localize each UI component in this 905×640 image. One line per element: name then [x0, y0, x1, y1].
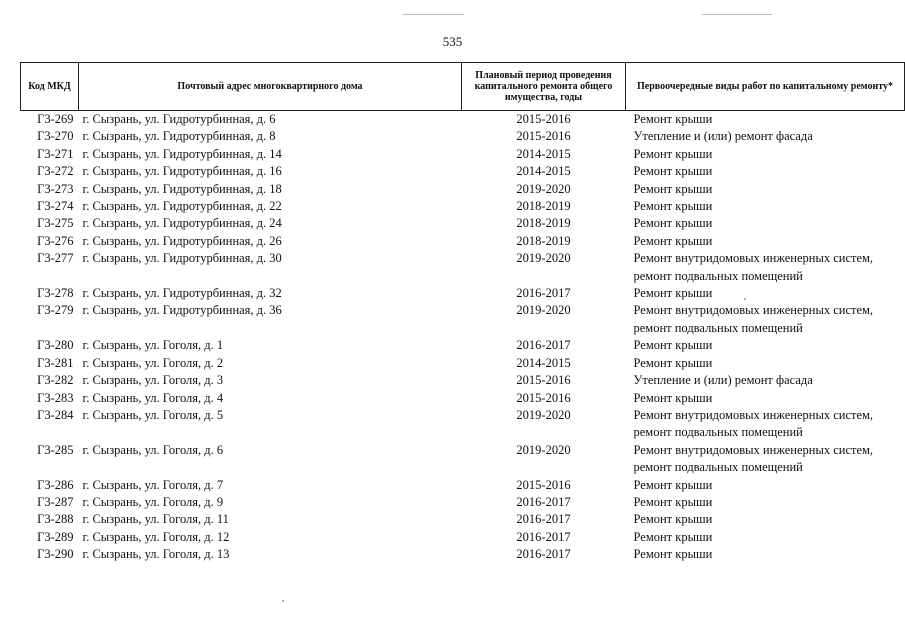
row-period: 2015-2016: [516, 112, 571, 126]
row-work-line: Ремонт крыши: [633, 355, 713, 370]
table-row: [21, 233, 905, 250]
header-period: Плановый период проведения капитального ремонта общего имущества, годы: [462, 63, 626, 111]
table-row: [21, 302, 905, 337]
row-address: г. Сызрань, ул. Гидротурбинная, д. 18: [82, 181, 282, 196]
row-work-line: Ремонт внутридомовых инженерных систем,: [633, 303, 874, 318]
table-row: [21, 372, 905, 389]
row-work-line: Ремонт крыши: [633, 494, 713, 509]
row-address: г. Сызрань, ул. Гоголя, д. 11: [82, 512, 229, 527]
row-work-line: Ремонт крыши: [633, 164, 713, 179]
row-code: Г3-284: [37, 407, 74, 422]
row-address: г. Сызрань, ул. Гидротурбинная, д. 14: [82, 146, 282, 161]
row-period: 2019-2020: [516, 303, 571, 318]
row-code: Г3-290: [37, 547, 74, 562]
row-work-line: Ремонт крыши: [633, 216, 713, 231]
row-work-line: ремонт подвальных помещений: [633, 320, 803, 335]
header-works: Первоочередные виды работ по капитальному ремонту*: [626, 63, 905, 111]
row-works: [626, 442, 905, 477]
row-works: [626, 285, 905, 302]
table-row: [21, 198, 905, 215]
row-works: [626, 407, 905, 442]
row-work-line: Ремонт крыши: [633, 547, 713, 562]
table-row: [21, 494, 905, 511]
row-works: [626, 337, 905, 354]
row-period: 2015-2016: [516, 129, 571, 144]
row-work-line: Ремонт внутридомовых инженерных систем,: [633, 407, 874, 422]
row-code: Г3-278: [37, 286, 74, 301]
row-period: 2018-2019: [516, 199, 571, 214]
row-address: г. Сызрань, ул. Гидротурбинная, д. 36: [82, 303, 282, 318]
row-work-line: Ремонт крыши: [633, 512, 713, 527]
header-code: Код МКД: [21, 63, 79, 111]
row-work-line: ремонт подвальных помещений: [633, 425, 803, 440]
housing-repair-table: [20, 62, 905, 564]
row-code: Г3-271: [37, 146, 74, 161]
row-address: г. Сызрань, ул. Гидротурбинная, д. 26: [82, 233, 282, 248]
row-work-line: Ремонт крыши: [633, 181, 713, 196]
row-period: 2015-2016: [516, 373, 571, 388]
row-code: Г3-273: [37, 181, 74, 196]
table-row: [21, 390, 905, 407]
row-address: г. Сызрань, ул. Гоголя, д. 3: [82, 373, 224, 388]
row-period: 2015-2016: [516, 477, 571, 492]
table-row: [21, 215, 905, 232]
row-code: Г3-286: [37, 477, 74, 492]
row-code: Г3-270: [37, 129, 74, 144]
row-period: 2016-2017: [516, 494, 571, 509]
row-work-line: Ремонт крыши: [633, 477, 713, 492]
row-work-line: Ремонт крыши: [633, 199, 713, 214]
row-works: [626, 494, 905, 511]
row-work-line: Ремонт крыши: [633, 390, 713, 405]
row-period: 2016-2017: [516, 547, 571, 562]
row-code: Г3-283: [37, 390, 74, 405]
scan-mark-right: [702, 14, 772, 15]
table-row: [21, 250, 905, 285]
row-work-line: Ремонт крыши: [633, 286, 713, 301]
row-works: [626, 215, 905, 232]
row-works: [626, 233, 905, 250]
table-row: [21, 163, 905, 180]
row-address: г. Сызрань, ул. Гидротурбинная, д. 8: [82, 129, 276, 144]
table-row: [21, 285, 905, 302]
row-works: [626, 546, 905, 563]
row-address: г. Сызрань, ул. Гоголя, д. 1: [82, 338, 224, 353]
row-work-line: Утепление и (или) ремонт фасада: [633, 129, 813, 144]
row-code: Г3-285: [37, 442, 74, 457]
table-body: [21, 111, 905, 564]
row-work-line: ремонт подвальных помещений: [633, 268, 803, 283]
page-number: 535: [442, 34, 463, 49]
table-row: [21, 529, 905, 546]
row-work-line: Ремонт внутридомовых инженерных систем,: [633, 251, 874, 266]
row-period: 2014-2015: [516, 146, 571, 161]
row-works: [626, 529, 905, 546]
row-work-line: Ремонт крыши: [633, 529, 713, 544]
row-work-line: Ремонт крыши: [633, 233, 713, 248]
row-address: г. Сызрань, ул. Гидротурбинная, д. 6: [82, 112, 276, 126]
row-works: [626, 372, 905, 389]
row-works: [626, 163, 905, 180]
row-address: г. Сызрань, ул. Гоголя, д. 9: [82, 494, 224, 509]
row-code: Г3-280: [37, 338, 74, 353]
row-period: 2015-2016: [516, 390, 571, 405]
row-address: г. Сызрань, ул. Гидротурбинная, д. 16: [82, 164, 282, 179]
row-period: 2016-2017: [516, 338, 571, 353]
table-row: [21, 181, 905, 198]
row-code: Г3-289: [37, 529, 74, 544]
row-address: г. Сызрань, ул. Гидротурбинная, д. 32: [82, 286, 282, 301]
row-works: [626, 511, 905, 528]
row-works: [626, 146, 905, 163]
row-code: Г3-279: [37, 303, 74, 318]
row-works: [626, 250, 905, 285]
row-period: 2019-2020: [516, 181, 571, 196]
row-code: Г3-272: [37, 164, 74, 179]
row-address: г. Сызрань, ул. Гоголя, д. 12: [82, 529, 230, 544]
row-period: 2014-2015: [516, 355, 571, 370]
row-work-line: Ремонт внутридомовых инженерных систем,: [633, 442, 874, 457]
table-row: [21, 111, 905, 129]
row-works: [626, 128, 905, 145]
row-code: Г3-275: [37, 216, 74, 231]
row-code: Г3-281: [37, 355, 74, 370]
row-address: г. Сызрань, ул. Гоголя, д. 2: [82, 355, 224, 370]
row-period: 2019-2020: [516, 442, 571, 457]
table-row: [21, 546, 905, 563]
row-works: [626, 477, 905, 494]
row-works: [626, 302, 905, 337]
row-address: г. Сызрань, ул. Гоголя, д. 13: [82, 547, 230, 562]
row-works: [626, 198, 905, 215]
row-address: г. Сызрань, ул. Гоголя, д. 6: [82, 442, 224, 457]
row-period: 2019-2020: [516, 407, 571, 422]
row-work-line: Ремонт крыши: [633, 146, 713, 161]
row-address: г. Сызрань, ул. Гидротурбинная, д. 22: [82, 199, 282, 214]
row-period: 2016-2017: [516, 286, 571, 301]
table-row: [21, 442, 905, 477]
row-address: г. Сызрань, ул. Гоголя, д. 4: [82, 390, 224, 405]
row-period: 2016-2017: [516, 512, 571, 527]
table-row: [21, 337, 905, 354]
row-address: г. Сызрань, ул. Гоголя, д. 7: [82, 477, 224, 492]
row-code: Г3-276: [37, 233, 74, 248]
row-work-line: Ремонт крыши: [633, 112, 713, 126]
row-address: г. Сызрань, ул. Гидротурбинная, д. 30: [82, 251, 282, 266]
row-code: Г3-277: [37, 251, 74, 266]
row-period: 2014-2015: [516, 164, 571, 179]
row-period: 2019-2020: [516, 251, 571, 266]
row-work-line: Утепление и (или) ремонт фасада: [633, 373, 813, 388]
row-work-line: ремонт подвальных помещений: [633, 460, 803, 475]
table-header-row: [21, 63, 905, 111]
row-works: [626, 355, 905, 372]
row-code: Г3-282: [37, 373, 74, 388]
row-address: г. Сызрань, ул. Гоголя, д. 5: [82, 407, 224, 422]
table-row: [21, 477, 905, 494]
row-period: 2018-2019: [516, 233, 571, 248]
row-works: [626, 390, 905, 407]
row-code: Г3-269: [37, 112, 74, 126]
row-period: 2018-2019: [516, 216, 571, 231]
table-row: [21, 511, 905, 528]
row-works: [626, 111, 905, 129]
scan-mark-left: [402, 14, 464, 15]
row-address: г. Сызрань, ул. Гидротурбинная, д. 24: [82, 216, 282, 231]
table-row: [21, 146, 905, 163]
row-period: 2016-2017: [516, 529, 571, 544]
scan-dot: [282, 600, 284, 602]
row-code: Г3-287: [37, 494, 74, 509]
table-row: [21, 128, 905, 145]
row-works: [626, 181, 905, 198]
row-code: Г3-288: [37, 512, 74, 527]
row-work-line: Ремонт крыши: [633, 338, 713, 353]
header-address: Почтовый адрес многоквартирного дома: [79, 63, 462, 111]
table-row: [21, 407, 905, 442]
table-row: [21, 355, 905, 372]
row-code: Г3-274: [37, 199, 74, 214]
